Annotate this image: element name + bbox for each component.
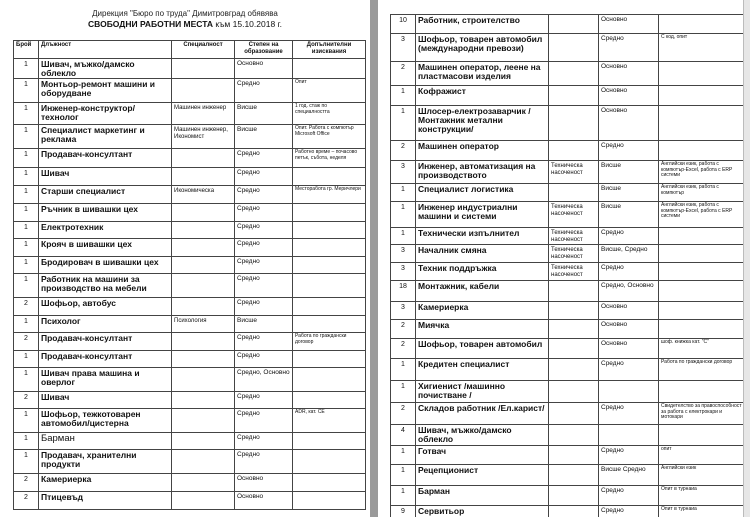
row-position: Продавач-консултант (39, 333, 172, 351)
row-education: Висше (599, 161, 659, 184)
row-count: 2 (14, 333, 39, 351)
row-position: Бродировач в шивашки цех (39, 257, 172, 274)
row-position: Инженер, автоматизация на производството (416, 161, 549, 184)
row-additional: Работно време – почасово петък, събота, неделя (293, 149, 366, 168)
row-specialty (549, 106, 599, 141)
row-count: 1 (14, 222, 39, 239)
row-specialty: Машинен инженер (172, 103, 235, 125)
col-header-specialty: Специалност (172, 41, 235, 59)
row-position: Продавач-консултант (39, 351, 172, 368)
row-specialty: Техническа насоченост (549, 202, 599, 228)
row-additional: ADR, кат. CE (293, 409, 366, 433)
table-row (391, 141, 745, 161)
row-count: 1 (14, 239, 39, 257)
table-row (391, 161, 745, 184)
row-specialty (172, 474, 235, 492)
row-education: Основно (599, 106, 659, 141)
row-position: Продавач-консултант (39, 149, 172, 168)
row-position: Началник смяна (416, 245, 549, 263)
document-page-right (378, 0, 750, 517)
row-specialty (549, 62, 599, 86)
row-education: Средно (599, 486, 659, 506)
row-position: Старши специалист (39, 186, 172, 204)
table-row (391, 302, 745, 320)
row-additional (659, 302, 745, 320)
row-additional (293, 492, 366, 510)
table-row (391, 359, 745, 381)
row-education: Основно (599, 62, 659, 86)
row-education: Средно (235, 450, 293, 474)
table-row (391, 425, 745, 446)
table-row (391, 339, 745, 359)
row-additional: Английски език, работа с компютър-Excel, работа с ERP системи (659, 161, 745, 184)
row-education: Средно (599, 506, 659, 517)
table-row (14, 79, 366, 103)
row-specialty (549, 281, 599, 302)
row-count: 1 (391, 446, 416, 465)
row-position: Камериерка (416, 302, 549, 320)
table-row (14, 239, 366, 257)
table-row (391, 245, 745, 263)
row-specialty (172, 392, 235, 409)
row-count: 1 (391, 106, 416, 141)
row-position: Шивач (39, 168, 172, 186)
row-education: Средно (235, 168, 293, 186)
row-count: 9 (391, 506, 416, 517)
table-row (14, 368, 366, 392)
table-row (14, 149, 366, 168)
row-additional: Английски език (659, 465, 745, 486)
table-row (14, 59, 366, 79)
row-specialty: Машинен инженер, Икономист (172, 125, 235, 149)
row-additional (293, 222, 366, 239)
table-row (14, 392, 366, 409)
row-education: Средно (235, 257, 293, 274)
row-additional (293, 368, 366, 392)
row-specialty: Техническа насоченост (549, 263, 599, 281)
row-position: Миячка (416, 320, 549, 339)
row-education: Средно, Основно (235, 368, 293, 392)
row-additional (293, 474, 366, 492)
row-specialty (549, 425, 599, 446)
row-additional (293, 316, 366, 333)
row-position: Монтажник, кабели (416, 281, 549, 302)
row-education: Средно (235, 351, 293, 368)
page-header (0, 0, 370, 31)
row-count: 1 (391, 228, 416, 245)
row-count: 1 (14, 433, 39, 450)
row-additional (659, 86, 745, 106)
row-specialty (172, 409, 235, 433)
row-additional: Опит (293, 79, 366, 103)
table-row (14, 474, 366, 492)
document-page-left (0, 0, 370, 517)
table-row (391, 106, 745, 141)
row-specialty (549, 339, 599, 359)
row-education: Средно, Основно (599, 281, 659, 302)
row-count: 3 (391, 34, 416, 62)
row-specialty: Психология (172, 316, 235, 333)
table-row (14, 274, 366, 298)
table-row (14, 433, 366, 450)
row-position: Шофьор, товарен автомобил (416, 339, 549, 359)
row-education: Средно (599, 446, 659, 465)
row-additional (659, 381, 745, 403)
row-specialty (549, 486, 599, 506)
row-education: Средно (235, 79, 293, 103)
row-count: 2 (14, 492, 39, 510)
row-count: 1 (14, 409, 39, 433)
table-row (14, 204, 366, 222)
row-count: 1 (14, 59, 39, 79)
row-specialty (549, 184, 599, 202)
vacancies-table-right (390, 14, 745, 517)
row-education: Основно (235, 474, 293, 492)
row-specialty: Техническа насоченост (549, 228, 599, 245)
row-specialty (172, 79, 235, 103)
row-count: 1 (14, 125, 39, 149)
table-row (391, 465, 745, 486)
header-line: Дирекция "Бюро по труда" Димитровград обявява (92, 9, 278, 18)
header-date: към 15.10.2018 г. (213, 19, 282, 29)
row-specialty (172, 168, 235, 186)
row-education: Средно (599, 34, 659, 62)
row-count: 1 (14, 186, 39, 204)
table-row (14, 257, 366, 274)
table-row (14, 298, 366, 316)
row-position: Птицевъд (39, 492, 172, 510)
row-education: Висше (235, 316, 293, 333)
row-specialty (549, 86, 599, 106)
row-education: Средно (235, 149, 293, 168)
row-count: 1 (391, 486, 416, 506)
vacancies-table-left (13, 40, 366, 510)
row-count: 2 (14, 298, 39, 316)
row-position: Шивач, мъжко/дамско облекло (416, 425, 549, 446)
table-row (14, 186, 366, 204)
row-specialty (172, 368, 235, 392)
row-additional (293, 239, 366, 257)
row-count: 18 (391, 281, 416, 302)
row-additional (659, 106, 745, 141)
row-education: Основно (599, 15, 659, 34)
row-specialty: Икономическа (172, 186, 235, 204)
row-position: Техник поддръжка (416, 263, 549, 281)
row-count: 1 (14, 450, 39, 474)
table-row (391, 62, 745, 86)
row-specialty (172, 492, 235, 510)
row-additional: Опит в турнаиа (659, 486, 745, 506)
row-position: Електротехник (39, 222, 172, 239)
col-header-position: Длъжност (39, 41, 172, 59)
row-position: Барман (416, 486, 549, 506)
row-position: Крояч в шивашки цех (39, 239, 172, 257)
row-education: Висше (235, 125, 293, 149)
row-count: 1 (391, 202, 416, 228)
row-additional: Опит в турнаиа (659, 506, 745, 517)
row-specialty (172, 333, 235, 351)
row-specialty (549, 403, 599, 425)
row-additional: Английски език, работа с компютър-Excel, работа с ERP системи (659, 202, 745, 228)
table-row (391, 281, 745, 302)
row-count: 1 (14, 149, 39, 168)
row-position: Кофражист (416, 86, 549, 106)
row-education: Основно (235, 59, 293, 79)
row-education: Средно (235, 222, 293, 239)
table-row (14, 103, 366, 125)
row-additional (659, 141, 745, 161)
row-count: 10 (391, 15, 416, 34)
row-additional (293, 204, 366, 222)
row-education: Средно (235, 333, 293, 351)
row-education: Средно (599, 403, 659, 425)
row-position: Барман (39, 433, 172, 450)
row-education: Средно (599, 141, 659, 161)
row-count: 2 (391, 339, 416, 359)
row-count: 1 (14, 79, 39, 103)
row-count: 2 (391, 403, 416, 425)
row-position: Шофьор, тежкотоварен автомобил/цистерна (39, 409, 172, 433)
row-specialty (549, 34, 599, 62)
table-row (391, 263, 745, 281)
row-count: 1 (14, 257, 39, 274)
table-row (14, 125, 366, 149)
row-additional: С код, опит (659, 34, 745, 62)
table-row (14, 492, 366, 510)
table-row (14, 333, 366, 351)
row-position: Работник, строителство (416, 15, 549, 34)
row-count: 3 (391, 263, 416, 281)
row-position: Шивач (39, 392, 172, 409)
row-specialty (549, 381, 599, 403)
col-header-count: Брой (14, 41, 39, 59)
row-education: Основно (599, 339, 659, 359)
row-position: Машинен оператор, леене на пластмасови изделия (416, 62, 549, 86)
row-count: 3 (391, 161, 416, 184)
row-education: Средно (235, 274, 293, 298)
row-specialty (172, 274, 235, 298)
row-position: Машинен оператор (416, 141, 549, 161)
row-position: Технически изпълнител (416, 228, 549, 245)
row-specialty (549, 465, 599, 486)
row-education: Средно (235, 433, 293, 450)
row-position: Психолог (39, 316, 172, 333)
row-position: Шофьор, автобус (39, 298, 172, 316)
row-specialty (172, 351, 235, 368)
page-title (0, 19, 370, 30)
row-additional: 1 год. стаж по специалността (293, 103, 366, 125)
row-education: Висше (235, 103, 293, 125)
row-specialty (172, 204, 235, 222)
row-count: 2 (391, 62, 416, 86)
row-position: Камериерка (39, 474, 172, 492)
row-additional (293, 450, 366, 474)
row-count: 3 (391, 302, 416, 320)
row-additional (293, 298, 366, 316)
row-education: Основно (599, 320, 659, 339)
row-education: Средно (235, 186, 293, 204)
table-row (14, 316, 366, 333)
table-row (14, 351, 366, 368)
row-position: Рецепционист (416, 465, 549, 486)
row-position: Работник на машини за производство на мебели (39, 274, 172, 298)
row-count: 1 (391, 184, 416, 202)
col-header-education: Степен на образование (235, 41, 293, 59)
row-specialty (172, 59, 235, 79)
row-position: Готвач (416, 446, 549, 465)
table-row (391, 403, 745, 425)
row-count: 1 (14, 368, 39, 392)
row-position: Кредитен специалист (416, 359, 549, 381)
table-row (391, 486, 745, 506)
row-count: 1 (391, 359, 416, 381)
row-additional (659, 15, 745, 34)
table-row (14, 222, 366, 239)
table-row (391, 15, 745, 34)
row-additional (293, 351, 366, 368)
row-education: Средно (235, 409, 293, 433)
row-additional (659, 62, 745, 86)
row-education: Средно (599, 359, 659, 381)
row-count: 1 (14, 351, 39, 368)
row-education: Висше (599, 202, 659, 228)
row-additional: Месторабота гр. Меричлери (293, 186, 366, 204)
row-count: 1 (14, 103, 39, 125)
row-position: Складов работник /Ел.карист/ (416, 403, 549, 425)
row-specialty (172, 298, 235, 316)
row-additional: опит (659, 446, 745, 465)
table-row (14, 168, 366, 186)
scrollbar[interactable] (743, 0, 750, 517)
row-additional: Опит. Работа с компютър Microsoft Office (293, 125, 366, 149)
row-additional: Свидетелство за правоспособност за работа с електрокари и мотокари (659, 403, 745, 425)
row-specialty (172, 450, 235, 474)
row-count: 1 (391, 465, 416, 486)
row-education: Средно (599, 228, 659, 245)
table-row (391, 228, 745, 245)
row-education (599, 425, 659, 446)
row-education: Висше Средно (599, 465, 659, 486)
table-row (391, 381, 745, 403)
row-education (599, 381, 659, 403)
row-position: Монтьор-ремонт машини и оборудване (39, 79, 172, 103)
row-additional: шоф. книжка кат. "С" (659, 339, 745, 359)
row-position: Инженер индустриални машини и системи (416, 202, 549, 228)
table-row (14, 450, 366, 474)
row-additional (659, 425, 745, 446)
row-education: Висше (599, 184, 659, 202)
row-additional (293, 168, 366, 186)
row-specialty (549, 320, 599, 339)
row-specialty (549, 15, 599, 34)
row-additional (659, 245, 745, 263)
row-count: 1 (391, 381, 416, 403)
row-specialty (549, 506, 599, 517)
table-row (391, 202, 745, 228)
row-specialty: Техническа насоченост (549, 245, 599, 263)
row-specialty (549, 302, 599, 320)
table-row (391, 184, 745, 202)
row-specialty (549, 141, 599, 161)
row-additional (659, 320, 745, 339)
row-specialty (172, 433, 235, 450)
row-position: Шивач, мъжко/дамско облекло (39, 59, 172, 79)
row-count: 1 (14, 168, 39, 186)
row-additional: Работа по граждански договор (293, 333, 366, 351)
row-count: 3 (391, 245, 416, 263)
row-specialty (549, 359, 599, 381)
row-count: 2 (14, 392, 39, 409)
table-row (391, 446, 745, 465)
row-position: Хигиенист /машинно почистване / (416, 381, 549, 403)
row-count: 2 (391, 320, 416, 339)
row-count: 4 (391, 425, 416, 446)
row-additional (659, 281, 745, 302)
table-row (391, 320, 745, 339)
row-specialty (172, 149, 235, 168)
row-additional (293, 433, 366, 450)
row-specialty (549, 446, 599, 465)
row-position: Инженер-конструктор/технолог (39, 103, 172, 125)
row-count: 1 (391, 86, 416, 106)
row-additional (293, 274, 366, 298)
row-specialty (172, 222, 235, 239)
row-education: Средно (599, 263, 659, 281)
row-education: Основно (599, 302, 659, 320)
row-education: Средно (235, 298, 293, 316)
row-additional (293, 257, 366, 274)
row-additional: Работа по граждански договор (659, 359, 745, 381)
row-education: Средно (235, 204, 293, 222)
row-education: Основно (235, 492, 293, 510)
row-position: Шофьор, товарен автомобил (международни превози) (416, 34, 549, 62)
row-additional (293, 392, 366, 409)
row-position: Ръчник в шивашки цех (39, 204, 172, 222)
row-position: Специалист логистика (416, 184, 549, 202)
row-additional (659, 228, 745, 245)
row-education: Основно (599, 86, 659, 106)
row-position: Сервитьор (416, 506, 549, 517)
row-additional (659, 263, 745, 281)
row-education: Висше, Средно (599, 245, 659, 263)
table-row (391, 86, 745, 106)
row-position: Шлосер-електрозаварчик /Монтажник метални конструкции/ (416, 106, 549, 141)
row-position: Шивач права машина и оверлог (39, 368, 172, 392)
row-position: Продавач, хранителни продукти (39, 450, 172, 474)
row-count: 2 (14, 474, 39, 492)
row-count: 2 (391, 141, 416, 161)
table-row (391, 34, 745, 62)
header-title: СВОБОДНИ РАБОТНИ МЕСТА (88, 19, 214, 29)
col-header-additional: Допълнителни изисквания (293, 41, 366, 59)
row-count: 1 (14, 204, 39, 222)
row-specialty: Техническа насоченост (549, 161, 599, 184)
table-row (391, 506, 745, 517)
row-specialty (172, 257, 235, 274)
row-additional (293, 59, 366, 79)
row-specialty (172, 239, 235, 257)
row-education: Средно (235, 392, 293, 409)
row-position: Специалист маркетинг и реклама (39, 125, 172, 149)
row-education: Средно (235, 239, 293, 257)
row-additional: Английски език, работа с компютър (659, 184, 745, 202)
table-row (14, 409, 366, 433)
row-count: 1 (14, 316, 39, 333)
row-count: 1 (14, 274, 39, 298)
